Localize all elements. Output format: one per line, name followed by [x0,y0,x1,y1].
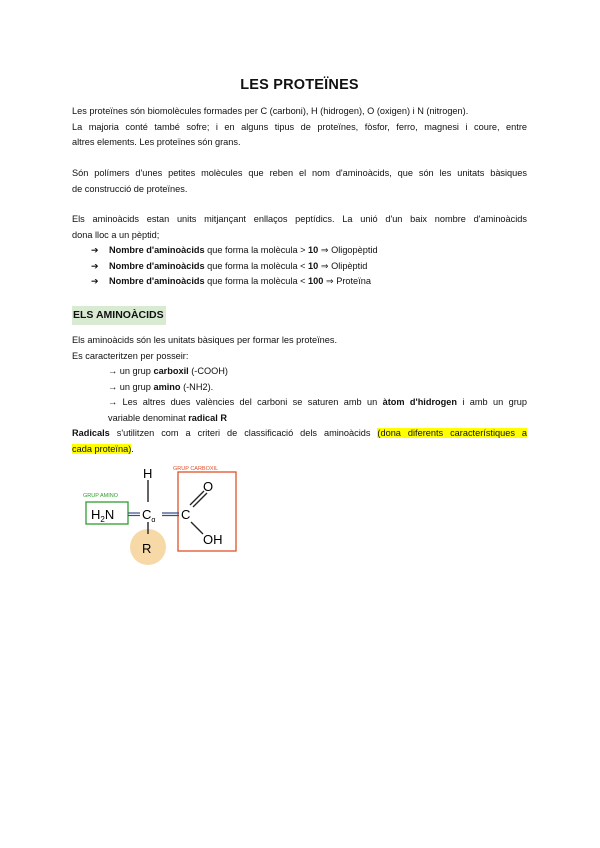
list-item-text: que forma la molècula < [204,260,309,271]
group-amino: → un grup amino (-NH2). [108,381,214,392]
atom-c-alpha: $C_\alpha$ [142,507,156,524]
arrow-right-icon: ➔ [91,245,99,255]
list-item-number: 10 [308,260,319,271]
amino-line-2: Es caracteritzen per posseir: [72,350,189,361]
intro-line-2: La majoria conté també sofre; i en alguns tipus de proteïnes, fòsfor, ferro, magnesi i coure, entre [72,121,527,132]
atom-o: O [203,479,214,494]
list-item-result: ⇒ Proteïna [323,276,371,286]
list-item-text: que forma la molècula < [204,276,309,286]
intro-line-3: altres elements. Les proteïnes són grans. [72,137,241,147]
radicals-paragraph: Radicals s'utilitzen com a criteri de classificació dels aminoàcids (dona diferents característiques a cada proteïna). [72,428,527,454]
intro-line-1: Les proteïnes són biomolècules formades per C (carboni), H (hidrogen), O (oxigen) i N (nitrogen). [72,106,469,116]
list-item-bold: Nombre d'aminoàcids [109,276,205,286]
arrow-right-icon: ➔ [91,276,99,286]
section-heading: ELS AMINOÀCIDS [72,306,166,325]
peptide-paragraph [72,212,527,243]
atom-c: C [181,507,191,522]
group-carboxil: → un grup carboxil (-COOH) [108,366,228,376]
group-valences: → Les altres dues valències del carboni se saturen amb un àtom d'hidrogen i amb un grup variable denominat radical R [108,397,527,423]
amino-label: GRUP AMINO [83,493,119,499]
polymers-line-1: Són polímers d'unes petites molècules que reben el nom d'aminoàcids, que són les unitats bàsiques [72,168,527,178]
list-item-number: 10 [308,245,319,255]
peptide-line-1: Els aminoàcids estan units mitjançant enllaços peptídics. La unió d'un baix nombre d'aminoàcids [72,214,527,224]
bond-c-oh [191,522,203,534]
peptide-list-item [91,259,367,275]
highlight-text: cada proteïna) [72,443,132,454]
peptide-list-item [91,243,378,259]
carboxil-label: GRUP CARBOXIL [173,466,219,472]
page-title: LES PROTEÏNES [240,77,359,93]
highlight-text: (dona diferents característiques a [377,428,527,438]
polymers-line-2: de construcció de proteïnes. [72,183,188,194]
atom-oh: OH [203,532,223,547]
atom-h: H [143,466,153,481]
amino-acid-diagram [72,462,272,567]
amino-paragraph [72,333,527,364]
list-item-result: ⇒ Olipèptid [318,260,368,271]
atom-r: R [142,541,152,556]
polymers-paragraph [72,166,527,197]
list-item-result: ⇒ Oligopèptid [318,245,378,255]
arrow-right-icon: ➔ [91,260,99,271]
list-item-bold: Nombre d'aminoàcids [109,245,205,255]
intro-paragraph [72,104,527,151]
atom-h2n: $H_2N$ [91,507,115,524]
list-item-number: 100 [308,276,324,286]
peptide-list-item [91,274,371,290]
list-item-text: que forma la molècula > [204,245,309,255]
amino-line-1: Els aminoàcids són les unitats bàsiques per formar les proteïnes. [72,335,338,345]
radicals-bold: Radicals [72,428,110,438]
list-item-bold: Nombre d'aminoàcids [109,260,205,271]
peptide-line-2: dona lloc a un pèptid; [72,229,160,240]
